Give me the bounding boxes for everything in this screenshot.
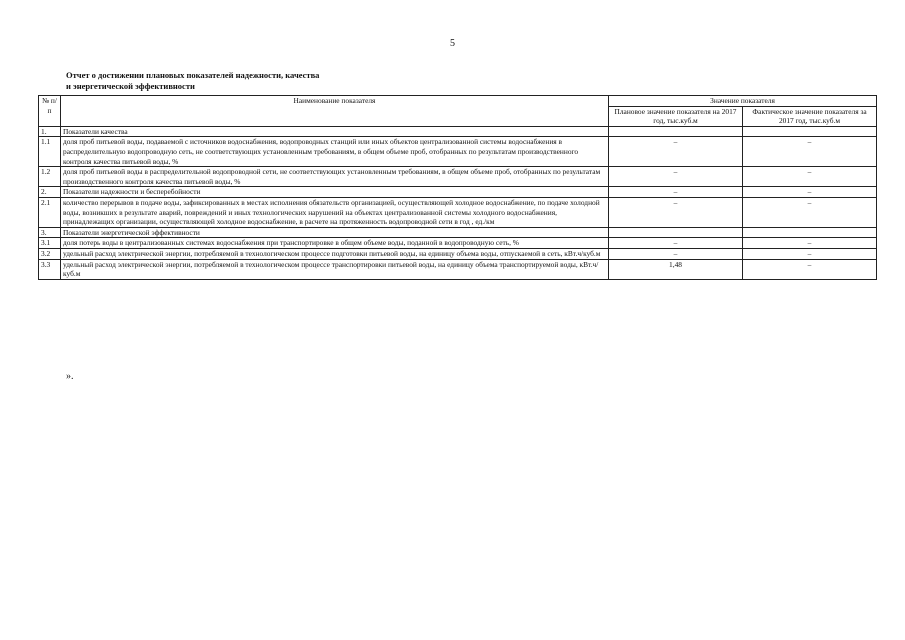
table-row	[39, 137, 877, 167]
row-fact-value	[743, 126, 877, 137]
closing-quote: ».	[66, 371, 74, 382]
row-num: 2.1	[39, 197, 61, 227]
row-plan-value: –	[609, 238, 743, 249]
row-plan-value: –	[609, 167, 743, 187]
row-fact-value: –	[743, 197, 877, 227]
table-row	[39, 248, 877, 259]
row-indicator-name: удельный расход электрической энергии, потребляемой в технологическом процессе транспортировки питьевой воды, на единицу объема транспортируемой воды, кВт.ч/куб.м	[61, 259, 609, 279]
row-indicator-name: удельный расход электрической энергии, потребляемой в технологическом процессе подготовки питьевой воды, на единицу объема воды, отпускаемой в сеть, кВт.ч/куб.м	[61, 248, 609, 259]
table-header-row	[39, 96, 877, 107]
row-plan-value	[609, 126, 743, 137]
row-fact-value: –	[743, 187, 877, 198]
row-indicator-name: Показатели качества	[61, 126, 609, 137]
row-indicator-name: количество перерывов в подаче воды, зафиксированных в местах исполнения обязательств организацией, осуществляющей холодное водоснабжение, по подаче холодной воды, возникших в результате аварий, повреждений и иных технологических нарушений на объектах централизованной системы холодного водоснабжения, принадлежащих организации, осуществляющей холодное водоснабжение, в расчете на протяженность водопроводной сети в год , ед./км	[61, 197, 609, 227]
row-num: 1.1	[39, 137, 61, 167]
row-fact-value: –	[743, 238, 877, 249]
table-row	[39, 167, 877, 187]
header-plan: Плановое значение показателя на 2017 год, тыс.куб.м	[609, 106, 743, 126]
row-plan-value: –	[609, 187, 743, 198]
report-title-line-2: и энергетической эффективности	[66, 81, 195, 91]
header-value-group: Значение показателя	[609, 96, 877, 107]
table-row	[39, 187, 877, 198]
report-title-line-1: Отчет о достижении плановых показателей надежности, качества	[66, 70, 320, 80]
table-body	[39, 126, 877, 279]
row-fact-value: –	[743, 248, 877, 259]
row-indicator-name: доля проб питьевой воды, подаваемой с источников водоснабжения, водопроводных станций или иных объектов централизованной системы водоснабжения в распределительную водопроводную сеть, не соответствующих установленным требованиям, в общем объеме проб, отобранных по результатам производственного контроля качества питьевой воды, %	[61, 137, 609, 167]
row-indicator-name: Показатели надежности и бесперебойности	[61, 187, 609, 198]
row-indicator-name: доля проб питьевой воды в распределительной водопроводной сети, не соответствующих установленным требованиям, в общем объеме проб, отобранных по результатам производственного контроля качества питьевой воды, %	[61, 167, 609, 187]
table-row	[39, 259, 877, 279]
header-name: Наименование показателя	[61, 96, 609, 127]
report-title	[66, 70, 319, 92]
row-num: 1.2	[39, 167, 61, 187]
row-num: 3.	[39, 227, 61, 238]
row-plan-value	[609, 227, 743, 238]
row-indicator-name: Показатели энергетической эффективности	[61, 227, 609, 238]
row-plan-value: –	[609, 248, 743, 259]
row-indicator-name: доля потерь воды в централизованных системах водоснабжения при транспортировке в общем объеме воды, поданной в водопроводную сеть, %	[61, 238, 609, 249]
table-row	[39, 227, 877, 238]
table-row	[39, 197, 877, 227]
table-row	[39, 238, 877, 249]
row-num: 3.2	[39, 248, 61, 259]
row-num: 3.3	[39, 259, 61, 279]
row-plan-value: –	[609, 197, 743, 227]
row-num: 1.	[39, 126, 61, 137]
row-plan-value: –	[609, 137, 743, 167]
row-fact-value: –	[743, 259, 877, 279]
header-num: № п/п	[39, 96, 61, 127]
header-fact: Фактическое значение показателя за 2017 год, тыс.куб.м	[743, 106, 877, 126]
row-fact-value: –	[743, 137, 877, 167]
page-number: 5	[450, 38, 455, 49]
table-row	[39, 126, 877, 137]
row-fact-value: –	[743, 167, 877, 187]
report-table	[38, 95, 877, 280]
row-num: 2.	[39, 187, 61, 198]
row-plan-value: 1,48	[609, 259, 743, 279]
row-num: 3.1	[39, 238, 61, 249]
row-fact-value	[743, 227, 877, 238]
